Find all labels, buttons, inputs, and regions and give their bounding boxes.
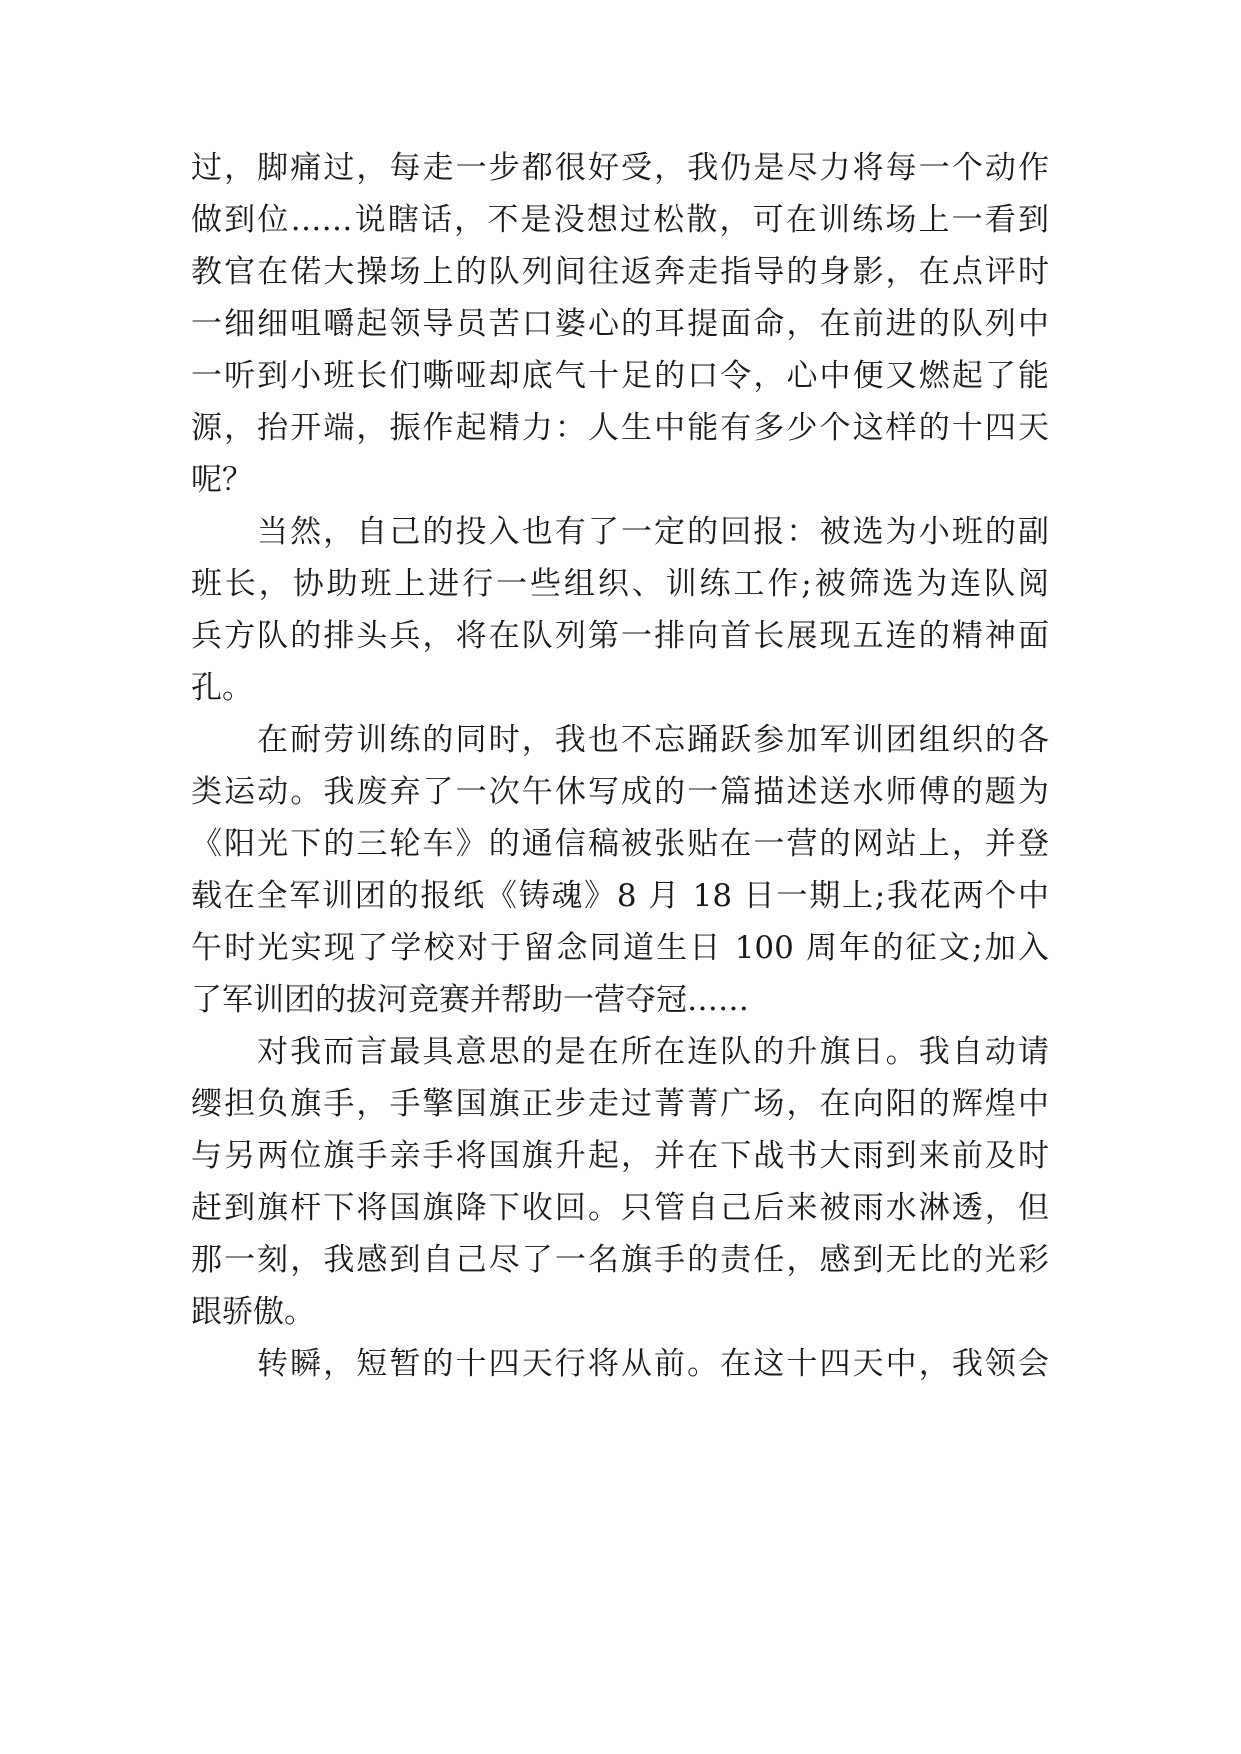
text-line: 了军训团的拔河竞赛并帮助一营夺冠…… (191, 982, 749, 1018)
text-line: 缨担负旗手，手擎国旗正步走过菁菁广场，在向阳的辉煌中 (191, 1086, 1049, 1122)
text-line: 跟骄傲。 (191, 1294, 315, 1330)
text-line: 兵方队的排头兵，将在队列第一排向首长展现五连的精神面 (191, 618, 1049, 654)
text-line: 呢？ (191, 462, 253, 498)
text-line: 《阳光下的三轮车》的通信稿被张贴在一营的网站上，并登 (191, 826, 1049, 862)
text-line: 源，抬开端，振作起精力：人生中能有多少个这样的十四天 (191, 410, 1049, 446)
text-line: 载在全军训团的报纸《铸魂》8 月 18 日一期上;我花两个中 (191, 878, 1049, 914)
text-line: 赶到旗杆下将国旗降下收回。只管自己后来被雨水淋透，但 (191, 1190, 1049, 1226)
text-line: 孔。 (191, 670, 253, 706)
text-line: 那一刻，我感到自己尽了一名旗手的责任，感到无比的光彩 (191, 1242, 1049, 1278)
paragraph-first-line: 对我而言最具意思的是在所在连队的升旗日。我自动请 (257, 1034, 1049, 1070)
paragraph-first-line: 转瞬，短暂的十四天行将从前。在这十四天中，我领会 (257, 1346, 1049, 1382)
text-line: 班长，协助班上进行一些组织、训练工作;被筛选为连队阅 (191, 566, 1049, 602)
text-line: 过，脚痛过，每走一步都很好受，我仍是尽力将每一个动作 (191, 150, 1049, 186)
paragraph-first-line: 在耐劳训练的同时，我也不忘踊跃参加军训团组织的各 (257, 722, 1049, 758)
text-line: 午时光实现了学校对于留念同道生日 100 周年的征文;加入 (191, 930, 1049, 966)
text-line: 做到位……说瞎话，不是没想过松散，可在训练场上一看到 (191, 202, 1049, 238)
paragraph-first-line: 当然，自己的投入也有了一定的回报：被选为小班的副 (257, 514, 1049, 550)
text-line: 教官在偌大操场上的队列间往返奔走指导的身影，在点评时 (191, 254, 1049, 290)
text-line: 类运动。我废弃了一次午休写成的一篇描述送水师傅的题为 (191, 774, 1049, 810)
text-line: 与另两位旗手亲手将国旗升起，并在下战书大雨到来前及时 (191, 1138, 1049, 1174)
text-line: 一细细咀嚼起领导员苦口婆心的耳提面命，在前进的队列中 (191, 306, 1049, 342)
text-line: 一听到小班长们嘶哑却底气十足的口令，心中便又燃起了能 (191, 358, 1049, 394)
